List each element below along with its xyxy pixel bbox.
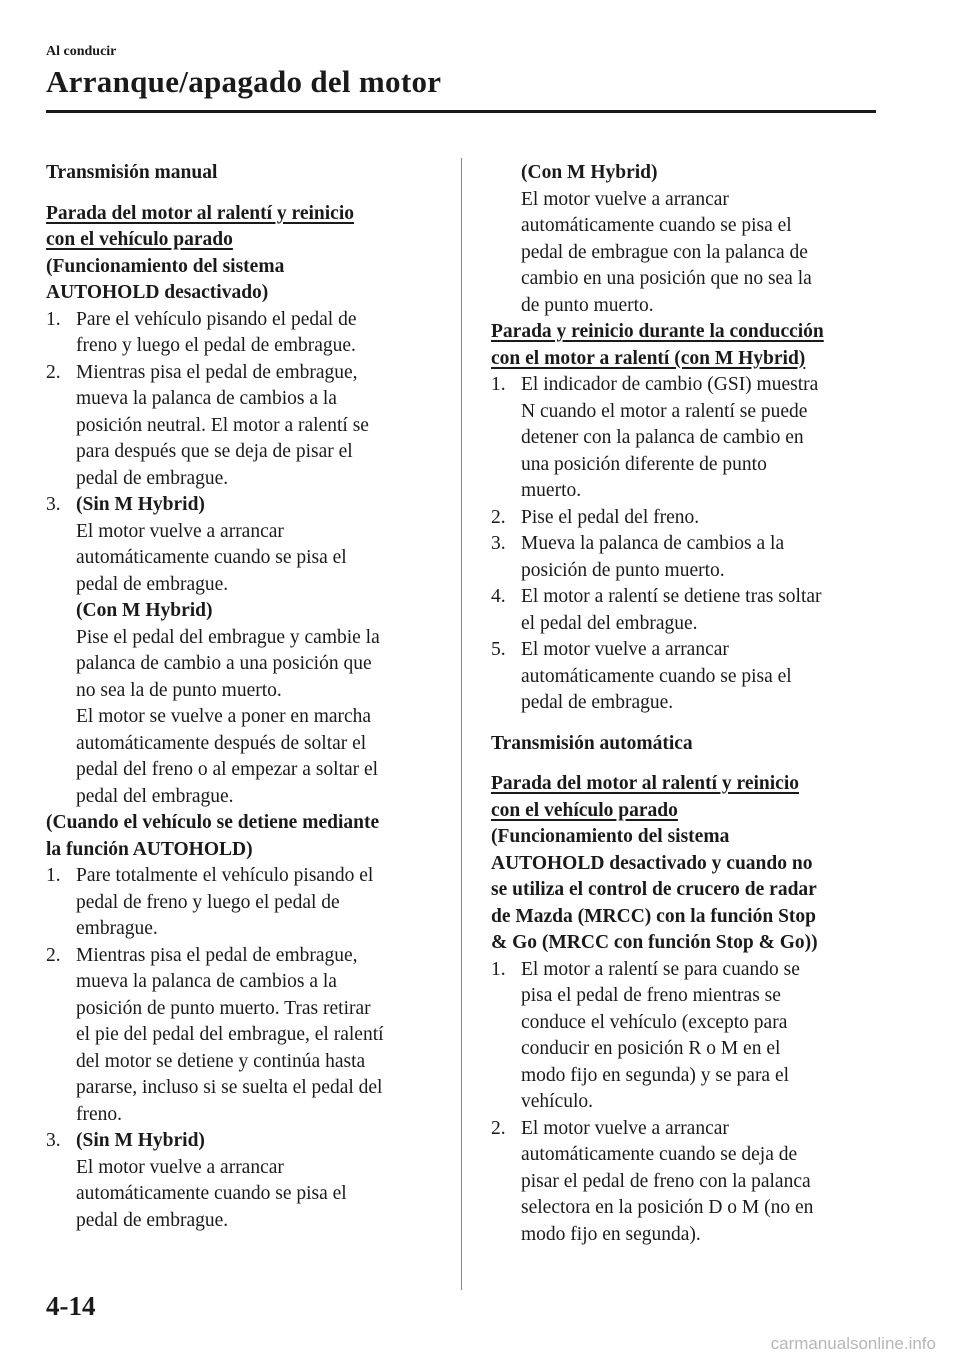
text-line: Pise el pedal del freno. (521, 506, 700, 528)
subheading-idle-stop (46, 201, 441, 254)
text-line: El motor vuelve a arrancar (521, 639, 729, 660)
list-item (491, 637, 881, 717)
text-line: El motor a ralentí se para cuando se (521, 958, 800, 980)
text-line: palanca de cambio a una posición que (76, 653, 372, 674)
text-line: muerto. (521, 480, 582, 501)
text-line: selectora en la posición D o M (no en (521, 1197, 814, 1218)
text-line: Mueva la palanca de cambios a la (521, 533, 785, 554)
list-number: 1. (46, 865, 61, 886)
text-line: el pedal del embrague. (521, 612, 698, 634)
list-item (491, 531, 881, 584)
subheading-line: con el vehículo parado (46, 229, 233, 250)
text-line: El indicador de cambio (GSI) muestra (521, 374, 819, 395)
text-line: El motor vuelve a arrancar (521, 1117, 729, 1139)
list-number: 4. (491, 586, 506, 607)
text-line: posición neutral. El motor a ralentí se (76, 414, 369, 436)
condition-heading: (Funcionamiento del sistema (491, 826, 730, 847)
text-line: Pise el pedal del embrague y cambie la (76, 626, 380, 648)
text-line: pedal de freno y luego el pedal de (76, 891, 340, 913)
watermark: carmanualsonline.info (770, 1334, 936, 1353)
condition-heading: (Funcionamiento del sistema (46, 255, 285, 277)
text-line: conducir en posición R o M en el (521, 1038, 781, 1059)
subheading-line: con el motor a ralentí (con M Hybrid) (491, 347, 806, 369)
condition-heading: de Mazda (MRCC) con la función Stop (491, 905, 816, 927)
variant-label: (Con M Hybrid) (76, 600, 213, 621)
text-line: freno. (76, 1103, 123, 1125)
list-item (491, 584, 881, 637)
text-line: modo fijo en segunda) y se para el (521, 1064, 790, 1086)
text-line: El motor vuelve a arrancar (76, 1156, 284, 1178)
text-line: mueva la palanca de cambios a la (76, 388, 337, 409)
list-item (46, 492, 441, 810)
condition-heading: se utiliza el control de crucero de radar (491, 879, 817, 900)
text-line: El motor vuelve a arrancar (521, 188, 729, 210)
condition-heading: (Cuando el vehículo se detiene mediante (46, 812, 380, 833)
text-line: pedal de embrague. (76, 573, 229, 595)
subheading-line: Parada y reinicio durante la conducción (491, 321, 824, 342)
text-line: del motor se detiene y continúa hasta (76, 1050, 366, 1072)
list-item (46, 863, 441, 943)
text-line: pedal de embrague. (76, 1209, 229, 1231)
list-number: 2. (491, 1117, 506, 1139)
text-line: cambio en una posición que no sea la (521, 268, 812, 289)
text-line: Mientras pisa el pedal de embrague, (76, 361, 358, 383)
header-section: Al conducir (46, 44, 117, 59)
list-item (46, 360, 441, 493)
text-line: pedal de embrague. (76, 467, 229, 489)
text-line: conduce el vehículo (excepto para (521, 1011, 788, 1033)
text-line: freno y luego el pedal de embrague. (76, 335, 356, 356)
list-number: 2. (46, 361, 61, 383)
page-number: 4-14 (46, 1291, 96, 1321)
list-number: 3. (46, 1130, 61, 1151)
text-line: posición de punto muerto. Tras retirar (76, 997, 371, 1019)
text-line: automáticamente cuando se pisa el (76, 547, 347, 568)
text-line: no sea la de punto muerto. (76, 679, 282, 701)
list-number: 1. (491, 958, 506, 980)
text-line: El motor a ralentí se detiene tras soltar (521, 586, 822, 607)
left-column (46, 160, 441, 1234)
text-line: N cuando el motor a ralentí se puede (521, 400, 808, 422)
list-number: 1. (491, 374, 506, 395)
list-item (491, 1116, 881, 1249)
subheading-driving-stop (491, 319, 881, 372)
text-line: detener con la palanca de cambio en (521, 427, 804, 448)
variant-label: (Sin M Hybrid) (76, 494, 205, 515)
condition-heading: AUTOHOLD desactivado) (46, 282, 269, 303)
list-number: 1. (46, 308, 61, 330)
text-line: automáticamente después de soltar el (76, 732, 367, 754)
right-column (491, 160, 881, 1248)
text-line: Pare totalmente el vehículo pisando el (76, 865, 374, 886)
text-line: Pare el vehículo pisando el pedal de (76, 308, 357, 330)
heading-manual-transmission: Transmisión manual (46, 162, 218, 183)
text-line: El motor vuelve a arrancar (76, 520, 284, 542)
page-title: Arranque/apagado del motor (46, 64, 442, 99)
text-line: automáticamente cuando se pisa el (76, 1183, 347, 1204)
list-number: 2. (46, 944, 61, 966)
subheading-line: con el vehículo parado (491, 799, 678, 821)
text-line: el pie del pedal del embrague, el ralentí (76, 1024, 384, 1045)
list-item (46, 1128, 441, 1234)
text-line: pisa el pedal de freno mientras se (521, 985, 781, 1006)
list-number: 5. (491, 639, 506, 660)
subheading-idle-stop-auto (491, 771, 881, 824)
condition-heading: la función AUTOHOLD) (46, 838, 253, 860)
text-line: una posición diferente de punto (521, 453, 767, 475)
list-number: 3. (46, 494, 61, 515)
text-line: pedal de embrague con la palanca de (521, 241, 808, 263)
text-line: pararse, incluso si se suelta el pedal del (76, 1077, 383, 1098)
text-line: automáticamente cuando se pisa el (521, 215, 792, 236)
text-line: modo fijo en segunda). (521, 1223, 701, 1245)
list-item (491, 372, 881, 505)
heading-automatic-transmission: Transmisión automática (491, 732, 693, 754)
list-item (46, 943, 441, 1129)
list-item (491, 505, 881, 532)
header-rule (46, 110, 876, 113)
column-divider (461, 158, 462, 1290)
list-item (491, 957, 881, 1116)
variant-label: (Con M Hybrid) (521, 162, 658, 183)
list-item (46, 307, 441, 360)
text-line: de punto muerto. (521, 294, 654, 316)
continued-item (491, 160, 881, 319)
list-number: 3. (491, 533, 506, 554)
text-line: Mientras pisa el pedal de embrague, (76, 944, 358, 966)
text-line: El motor se vuelve a poner en marcha (76, 706, 372, 727)
text-line: vehículo. (521, 1091, 594, 1112)
condition-heading: AUTOHOLD desactivado y cuando no (491, 852, 813, 874)
text-line: automáticamente cuando se deja de (521, 1144, 798, 1165)
subheading-line: Parada del motor al ralentí y reinicio (491, 773, 799, 794)
text-line: pedal de embrague. (521, 692, 674, 713)
text-line: automáticamente cuando se pisa el (521, 665, 792, 687)
subheading-line: Parada del motor al ralentí y reinicio (46, 202, 354, 224)
text-line: pedal del freno o al empezar a soltar el (76, 759, 379, 780)
text-line: pisar el pedal de freno con la palanca (521, 1170, 811, 1192)
text-line: pedal del embrague. (76, 785, 234, 807)
text-line: mueva la palanca de cambios a la (76, 971, 337, 992)
text-line: posición de punto muerto. (521, 559, 725, 581)
text-line: para después que se deja de pisar el (76, 441, 353, 462)
variant-label: (Sin M Hybrid) (76, 1130, 205, 1151)
text-line: embrague. (76, 918, 158, 939)
condition-heading: & Go (MRCC con función Stop & Go)) (491, 932, 818, 953)
list-number: 2. (491, 506, 506, 528)
